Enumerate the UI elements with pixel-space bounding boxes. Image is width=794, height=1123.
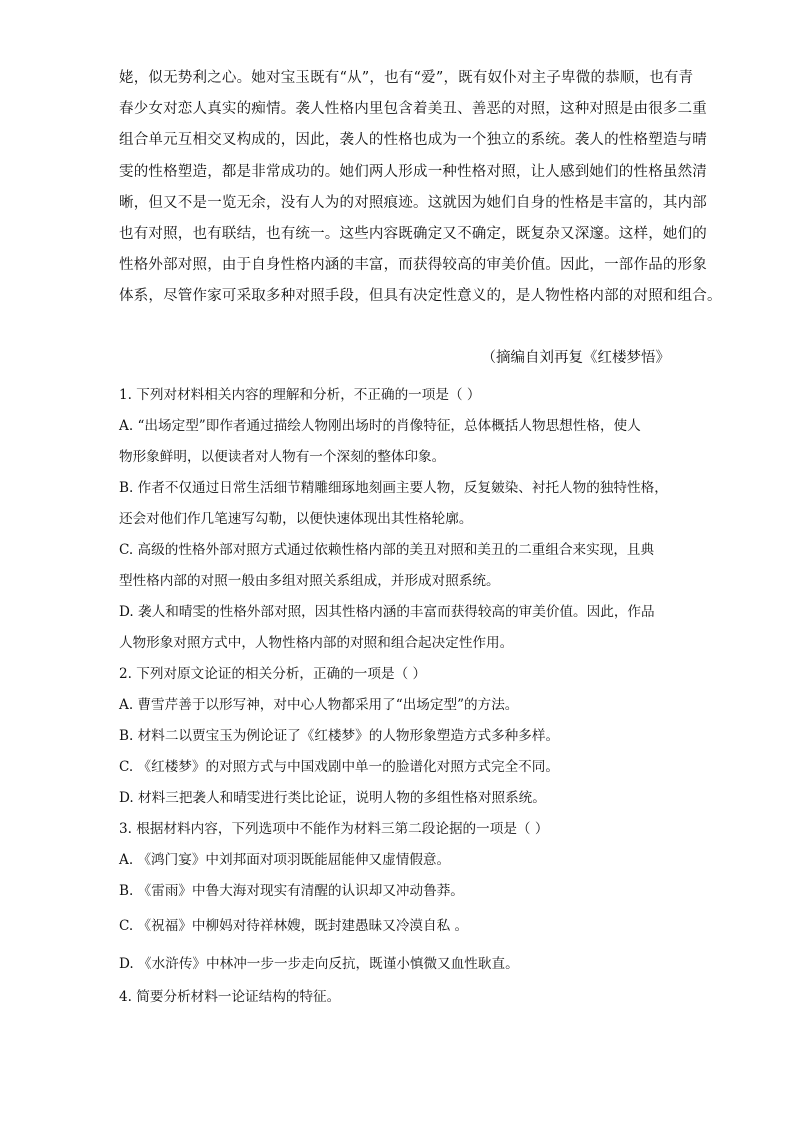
option-a: A. 曹雪芹善于以形写神，对中心人物都采用了“出场定型”的方法。 <box>119 697 519 713</box>
option-a: A. 《鸿门宴》中刘邦面对项羽既能屈能伸又虚情假意。 <box>119 852 451 868</box>
option-b-cont: 还会对他们作几笔速写勾勒，以便快速体现出其性格轮廓。 <box>119 511 473 527</box>
passage-line: 也有对照，也有联结，也有统一。这些内容既确定又不确定，既复杂又深邃。这样，她们的 <box>119 225 707 242</box>
option-a-cont: 物形象鲜明，以便读者对人物有一个深刻的整体印象。 <box>119 449 446 465</box>
option-d: D. 袭人和晴雯的性格外部对照，因其性格内涵的丰富而获得较高的审美价值。因此，作品 <box>119 604 655 620</box>
passage-line: 姥，似无势利之心。她对宝玉既有“从”，也有“爱”，既有奴仆对主子卑微的恭顺，也有青 <box>119 70 694 86</box>
option-c: C. 高级的性格外部对照方式通过依赖性格内部的美丑对照和美丑的二重组合来实现，且典 <box>119 542 655 558</box>
passage-line: 组合单元互相交叉构成的，因此，袭人的性格也成为一个独立的系统。袭人的性格塑造与晴 <box>119 132 707 149</box>
question-stem: 1. 下列对材料相关内容的理解和分析，不正确的一项是（ ） <box>119 387 481 403</box>
passage-line: 晰，但又不是一览无余，没有人为的对照痕迹。这就因为她们自身的性格是丰富的，其内部 <box>119 194 707 211</box>
option-b: B. 《雷雨》中鲁大海对现实有清醒的认识却又冲动鲁莽。 <box>119 883 464 899</box>
passage-line: 体系，尽管作家可采取多种对照手段，但具有决定性意义的，是人物性格内部的对照和组合。 <box>119 288 722 305</box>
option-a: A. “出场定型”即作者通过描绘人物刚出场时的肖像特征，总体概括人物思想性格，使人 <box>119 418 641 434</box>
passage-line: 春少女对恋人真实的痴情。袭人性格内里包含着美丑、善恶的对照，这种对照是由很多二重 <box>119 101 707 118</box>
question-4 <box>119 982 679 1013</box>
question-stem: 2. 下列对原文论证的相关分析，正确的一项是（ ） <box>119 666 427 682</box>
question-3 <box>119 814 679 983</box>
option-d: D. 《水浒传》中林冲一步一步走向反抗，既谨小慎微又血性耿直。 <box>119 956 519 972</box>
option-d-cont: 人物形象对照方式中，人物性格内部的对照和组合起决定性作用。 <box>119 635 514 651</box>
option-c-cont: 型性格内部的对照一般由多组对照关系组成，并形成对照系统。 <box>119 573 500 589</box>
option-b: B. 材料二以贾宝玉为例论证了《红楼梦》的人物形象塑造方式多种多样。 <box>119 728 560 744</box>
source-citation: （摘编自刘再复《红楼梦悟》 <box>481 350 670 366</box>
question-stem: 3. 根据材料内容，下列选项中不能作为材料三第二段论据的一项是（ ） <box>119 821 549 837</box>
question-2 <box>119 659 679 814</box>
passage-paragraph <box>119 63 722 313</box>
option-b: B. 作者不仅通过日常生活细节精雕细琢地刻画主要人物，反复皴染、衬托人物的独特性格， <box>119 480 668 496</box>
passage-line: 性格外部对照，由于自身性格内涵的丰富，而获得较高的审美价值。因此，一部作品的形象 <box>119 257 707 274</box>
option-c: C. 《红楼梦》的对照方式与中国戏剧中单一的脸谱化对照方式完全不同。 <box>119 759 559 775</box>
option-d: D. 材料三把袭人和晴雯进行类比论证，说明人物的多组性格对照系统。 <box>119 790 546 806</box>
option-c: C. 《祝福》中柳妈对待祥林嫂，既封建愚昧又冷漠自私 。 <box>119 918 469 934</box>
passage-line: 雯的性格塑造，都是非常成功的。她们两人形成一种性格对照，让人感到她们的性格虽然清 <box>119 163 707 180</box>
question-stem: 4. 简要分析材料一论证结构的特征。 <box>119 989 341 1005</box>
question-1 <box>119 380 679 659</box>
